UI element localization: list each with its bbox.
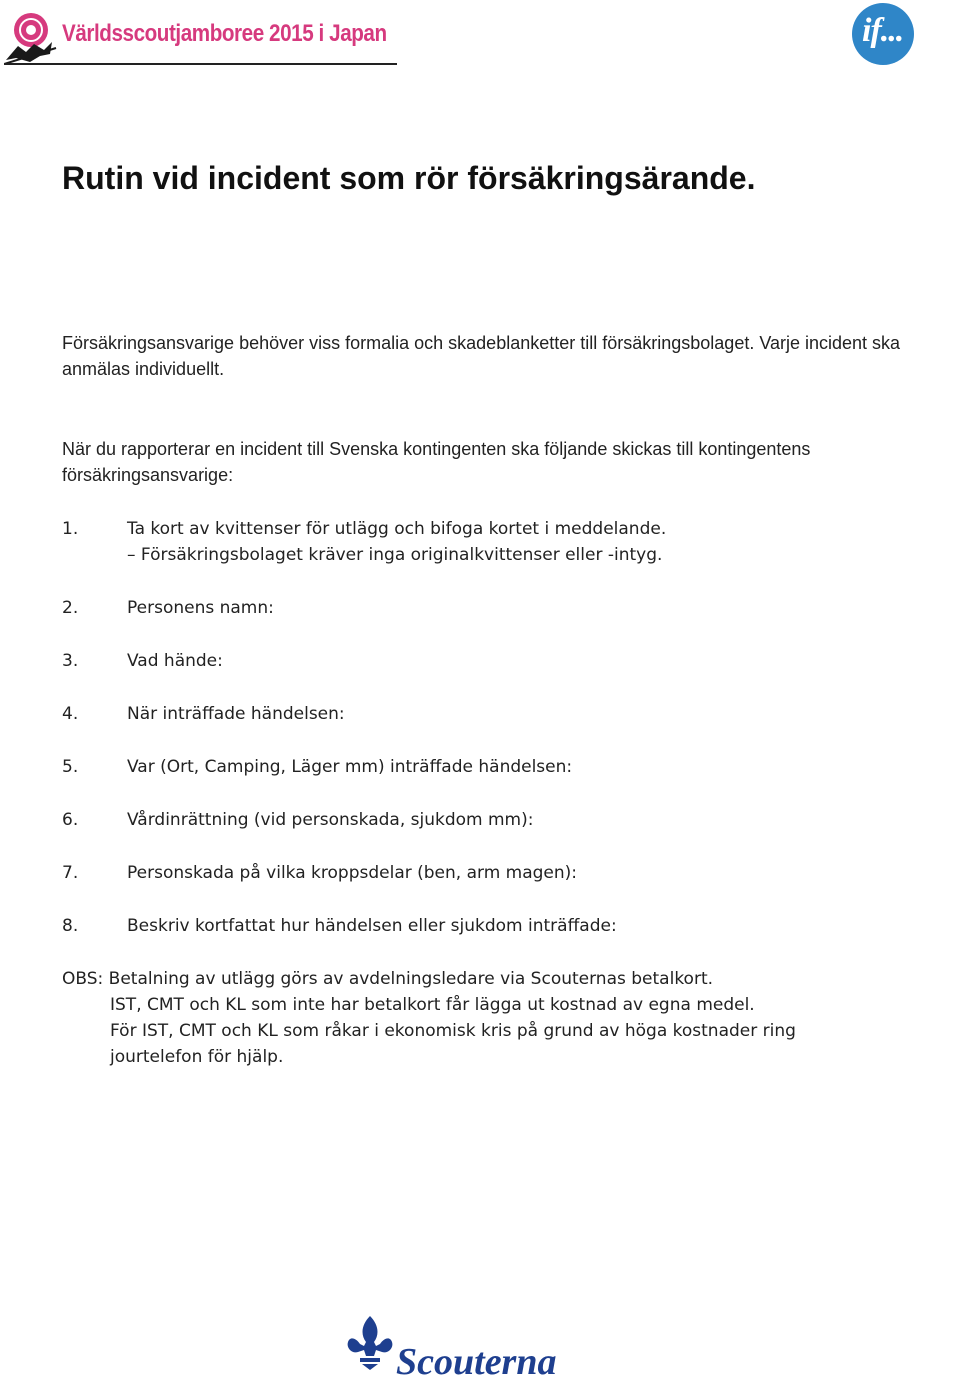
list-item-number: 3.: [62, 651, 79, 671]
obs-note-line-4: jourtelefon för hjälp.: [110, 1047, 284, 1067]
intro-paragraph: Försäkringsansvarige behöver viss formalia och skadeblanketter till försäkringsbolaget. Varje incident ska anmälas individuellt.: [62, 333, 901, 379]
page-title: Rutin vid incident som rör försäkringsärande.: [62, 160, 756, 196]
list-item-number: 4.: [62, 704, 79, 724]
obs-note-line-1: OBS: Betalning av utlägg görs av avdelningsledare via Scouternas betalkort.: [62, 969, 714, 989]
page-header: [0, 0, 960, 70]
list-item-number: 7.: [62, 863, 79, 883]
list-item-text: Var (Ort, Camping, Läger mm) inträffade händelsen:: [127, 757, 573, 777]
list-item-text: Personskada på vilka kroppsdelar (ben, arm magen):: [127, 863, 578, 883]
jamboree-emblem-icon: [4, 8, 58, 66]
list-item-text: Vad hände:: [127, 651, 223, 671]
list-item-text: Personens namn:: [127, 598, 274, 618]
list-item-number: 2.: [62, 598, 79, 618]
list-item-text: Vårdinrättning (vid personskada, sjukdom mm):: [127, 810, 534, 830]
obs-note-line-2: IST, CMT och KL som inte har betalkort får lägga ut kostnad av egna medel.: [110, 995, 755, 1015]
list-item-number: 8.: [62, 916, 79, 936]
if-logo-text: if...: [862, 12, 904, 49]
list-item-text: När inträffade händelsen:: [127, 704, 345, 724]
header-divider: [4, 63, 397, 65]
list-item-number: 5.: [62, 757, 79, 777]
obs-note-line-3: För IST, CMT och KL som råkar i ekonomisk kris på grund av höga kostnader ring: [110, 1021, 796, 1041]
scouterna-fleur-de-lis-icon: [346, 1314, 394, 1370]
list-item-text: Ta kort av kvittenser för utlägg och bifoga kortet i meddelande.: [127, 519, 667, 539]
list-item-note: – Försäkringsbolaget kräver inga originalkvittenser eller -intyg.: [127, 545, 663, 565]
instructions-paragraph: När du rapporterar en incident till Svenska kontingenten ska följande skickas till kontingentens försäkringsansvarige:: [62, 439, 811, 485]
event-title: Världsscoutjamboree 2015 i Japan: [62, 20, 387, 47]
list-item-text: Beskriv kortfattat hur händelsen eller sjukdom inträffade:: [127, 916, 617, 936]
scouterna-logo-text: Scouterna: [396, 1341, 557, 1383]
list-item-number: 1.: [62, 519, 79, 539]
list-item-number: 6.: [62, 810, 79, 830]
